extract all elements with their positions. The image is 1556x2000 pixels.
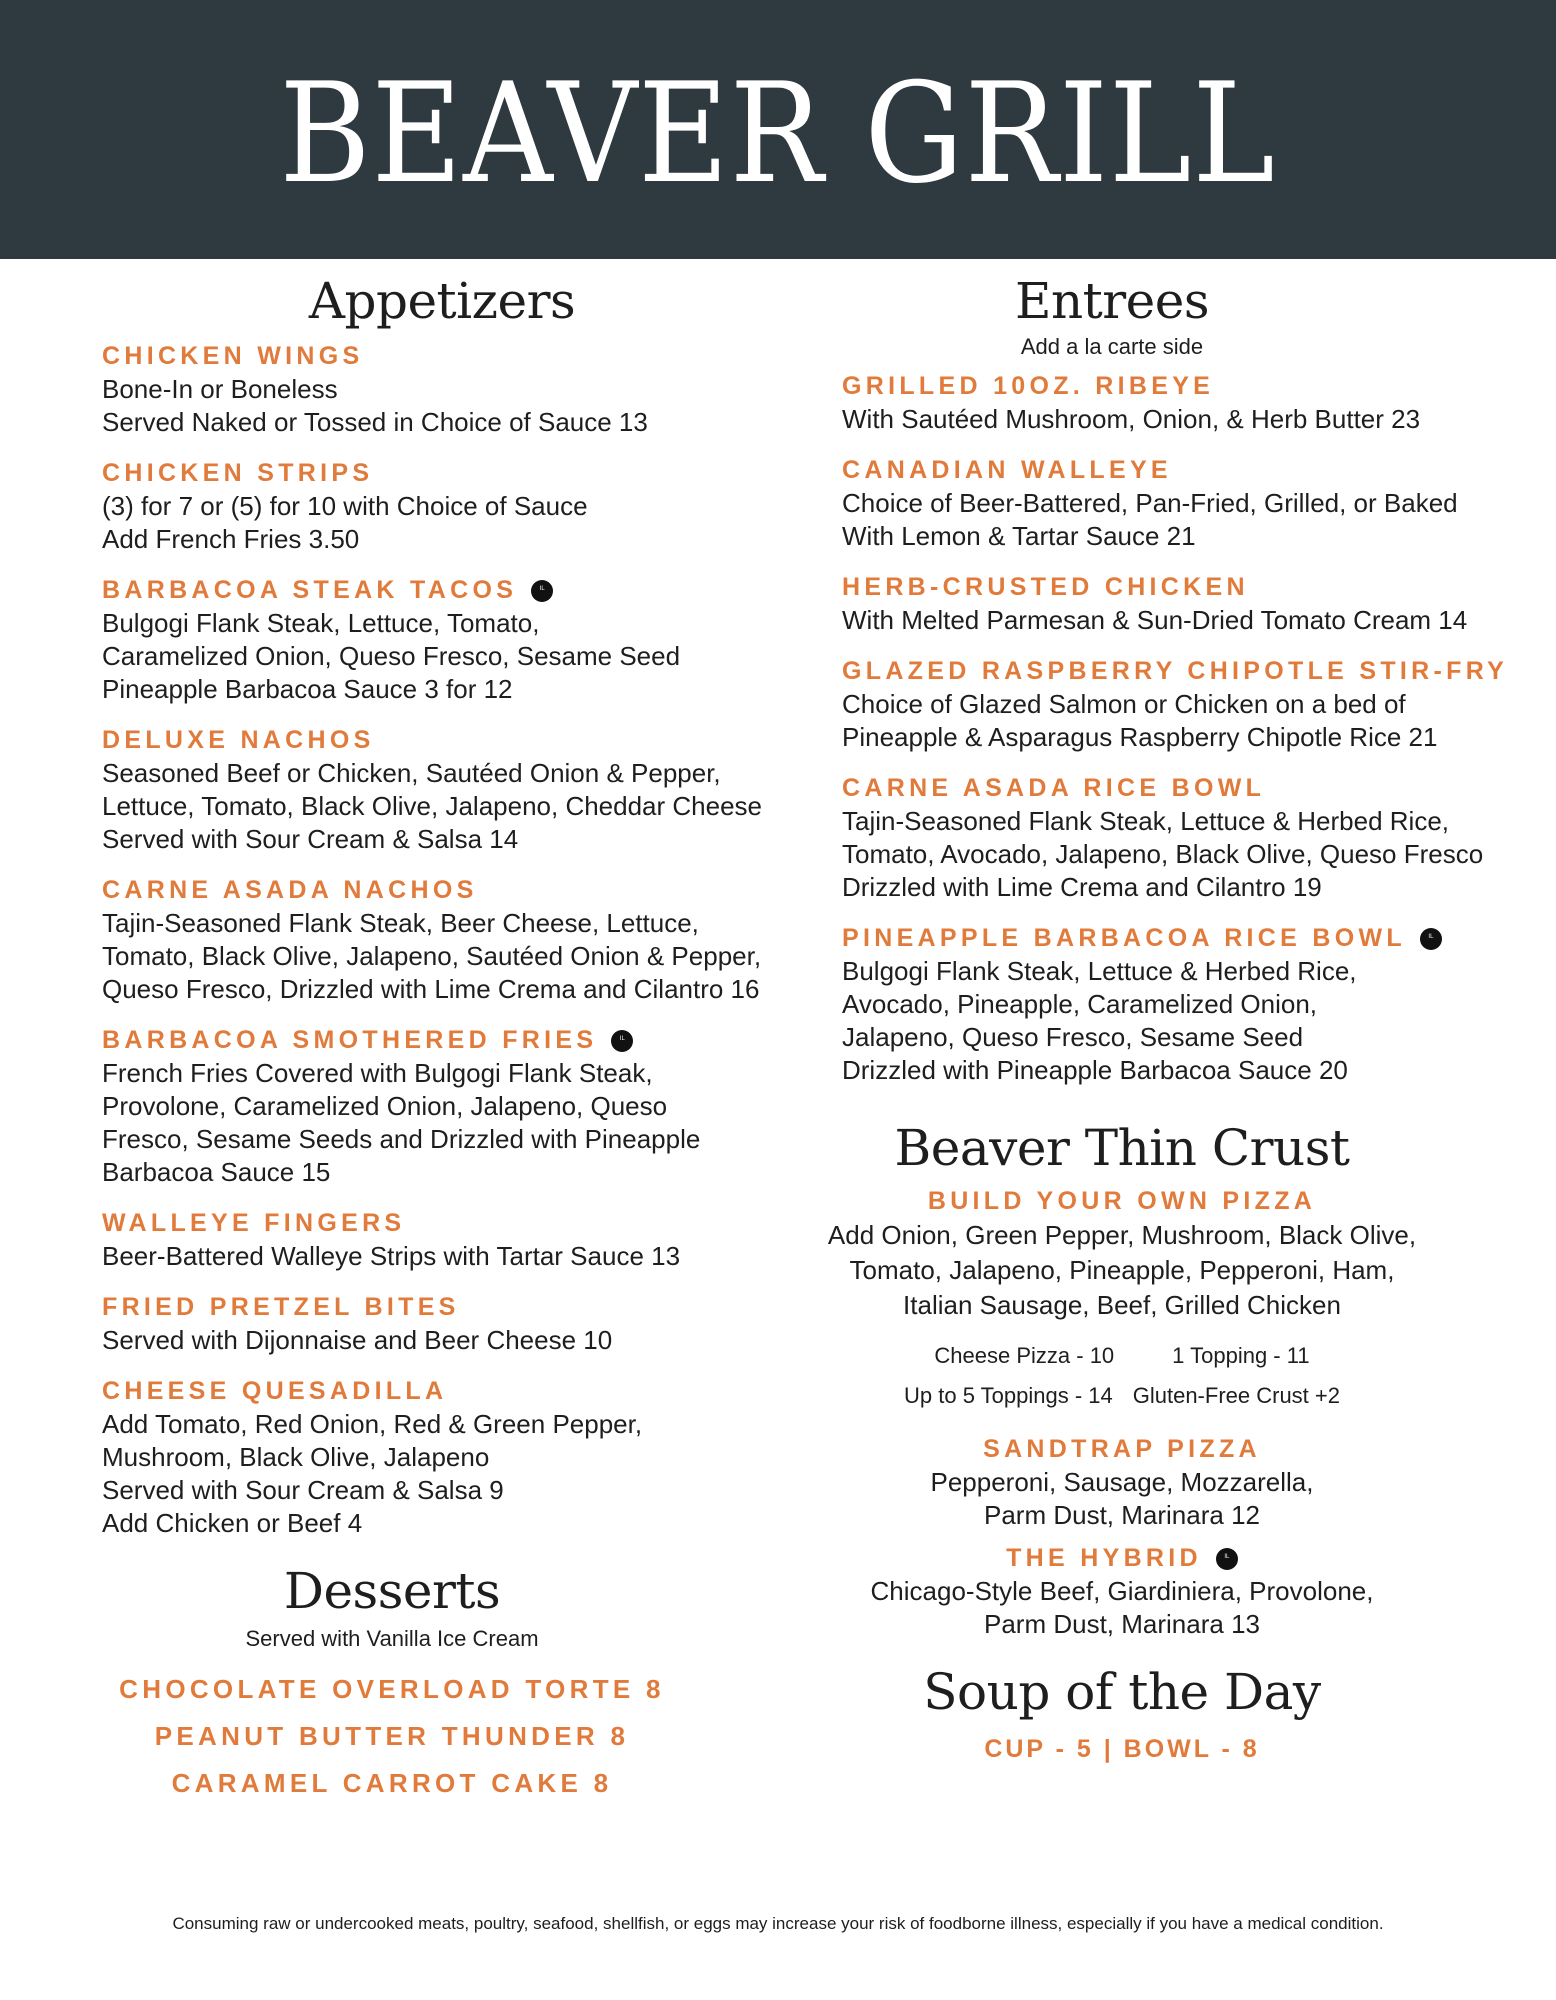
item-description bbox=[102, 1057, 782, 1189]
item-name: CANADIAN WALLEYE bbox=[842, 456, 1172, 484]
desc-line: Bulgogi Flank Steak, Lettuce & Herbed Rice, bbox=[842, 956, 1357, 986]
desc-line: Served with Sour Cream & Salsa 14 bbox=[102, 824, 519, 854]
desc-line: Tajin-Seasoned Flank Steak, Beer Cheese, Lettuce, bbox=[102, 908, 699, 938]
desserts-subtitle: Served with Vanilla Ice Cream bbox=[245, 1626, 539, 1651]
desc-line: Tajin-Seasoned Flank Steak, Lettuce & Herbed Rice, bbox=[842, 806, 1450, 836]
item-description bbox=[842, 805, 1502, 904]
menu-item bbox=[102, 1379, 782, 1540]
menu-item bbox=[102, 878, 782, 1006]
menu-item bbox=[842, 458, 1502, 553]
desc-line: Beer-Battered Walleye Strips with Tartar Sauce 13 bbox=[102, 1241, 681, 1271]
sandtrap-pizza-description bbox=[742, 1466, 1502, 1532]
desc-line: (3) for 7 or (5) for 10 with Choice of Sauce bbox=[102, 491, 588, 521]
desc-line: With Sautéed Mushroom, Onion, & Herb Butter 23 bbox=[842, 404, 1421, 434]
item-name: WALLEYE FINGERS bbox=[102, 1209, 406, 1237]
item-name: GLAZED RASPBERRY CHIPOTLE STIR-FRY bbox=[842, 657, 1509, 685]
desc-line: Tomato, Avocado, Jalapeno, Black Olive, Queso Fresco bbox=[842, 839, 1484, 869]
right-column bbox=[827, 259, 1509, 1763]
item-description bbox=[842, 403, 1502, 436]
desc-line: Parm Dust, Marinara 13 bbox=[984, 1609, 1260, 1639]
desc-line: Add French Fries 3.50 bbox=[102, 524, 360, 554]
food-safety-disclaimer: Consuming raw or undercooked meats, poultry, seafood, shellfish, or eggs may increase your risk of foodborne illness, especially if you have a medical condition. bbox=[172, 1914, 1384, 1933]
dessert-item: PEANUT BUTTER THUNDER 8 bbox=[154, 1721, 630, 1751]
desc-line: Provolone, Caramelized Onion, Jalapeno, Queso bbox=[102, 1091, 668, 1121]
soup-price: CUP - 5 | BOWL - 8 bbox=[984, 1735, 1260, 1763]
item-name: CHICKEN STRIPS bbox=[102, 459, 374, 487]
desc-line: Drizzled with Pineapple Barbacoa Sauce 20 bbox=[842, 1055, 1348, 1085]
desc-line: Served Naked or Tossed in Choice of Sauce 13 bbox=[102, 407, 648, 437]
entrees-title: Entrees bbox=[1014, 272, 1210, 330]
pizza-price-row bbox=[742, 1345, 1502, 1367]
desc-line: Choice of Glazed Salmon or Chicken on a bed of bbox=[842, 689, 1406, 719]
desc-line: Served with Sour Cream & Salsa 9 bbox=[102, 1475, 504, 1505]
menu-item bbox=[102, 1211, 782, 1273]
desc-line: Jalapeno, Queso Fresco, Sesame Seed bbox=[842, 1022, 1304, 1052]
desserts-title: Desserts bbox=[283, 1562, 501, 1620]
price-five-toppings: Up to 5 Toppings - 14 bbox=[904, 1383, 1113, 1408]
local-badge-icon: IL bbox=[531, 580, 553, 602]
desc-line: With Lemon & Tartar Sauce 21 bbox=[842, 521, 1196, 551]
local-badge-icon: IL bbox=[611, 1030, 633, 1052]
item-name: CARNE ASADA RICE BOWL bbox=[842, 774, 1266, 802]
desc-line: Add Chicken or Beef 4 bbox=[102, 1508, 363, 1538]
pizza-title: Beaver Thin Crust bbox=[894, 1119, 1350, 1177]
item-name: DELUXE NACHOS bbox=[102, 726, 375, 754]
menu-item bbox=[842, 926, 1502, 1087]
pizza-price-row bbox=[742, 1385, 1502, 1407]
item-description bbox=[842, 955, 1502, 1087]
desc-line: Bone-In or Boneless bbox=[102, 374, 338, 404]
menu-item bbox=[102, 344, 782, 439]
byo-pizza-description bbox=[742, 1218, 1502, 1323]
item-description bbox=[102, 1240, 782, 1273]
item-name bbox=[842, 926, 1502, 951]
item-description bbox=[102, 490, 782, 556]
item-name: GRILLED 10OZ. RIBEYE bbox=[842, 372, 1215, 400]
item-description bbox=[842, 487, 1502, 553]
item-name-text: PINEAPPLE BARBACOA RICE BOWL bbox=[842, 924, 1406, 952]
desc-line: Lettuce, Tomato, Black Olive, Jalapeno, Cheddar Cheese bbox=[102, 791, 763, 821]
desc-line: Mushroom, Black Olive, Jalapeno bbox=[102, 1442, 490, 1472]
sandtrap-pizza-name: SANDTRAP PIZZA bbox=[983, 1435, 1261, 1463]
appetizers-title: Appetizers bbox=[308, 272, 576, 330]
desc-line: Avocado, Pineapple, Caramelized Onion, bbox=[842, 989, 1318, 1019]
desc-line: Queso Fresco, Drizzled with Lime Crema and Cilantro 16 bbox=[102, 974, 760, 1004]
item-description bbox=[102, 1408, 782, 1540]
entrees-subtitle: Add a la carte side bbox=[1020, 334, 1204, 359]
restaurant-title: BEAVER GRILL bbox=[279, 52, 1277, 214]
desc-line: Fresco, Sesame Seeds and Drizzled with Pineapple bbox=[102, 1124, 701, 1154]
desc-line: Served with Dijonnaise and Beer Cheese 10 bbox=[102, 1325, 613, 1355]
desc-line: Tomato, Jalapeno, Pineapple, Pepperoni, Ham, bbox=[849, 1255, 1395, 1285]
item-name: HERB-CRUSTED CHICKEN bbox=[842, 573, 1249, 601]
item-description bbox=[102, 373, 782, 439]
local-badge-icon: IL bbox=[1420, 928, 1442, 950]
desc-line: With Melted Parmesan & Sun-Dried Tomato Cream 14 bbox=[842, 605, 1468, 635]
desc-line: Barbacoa Sauce 15 bbox=[102, 1157, 331, 1187]
hybrid-pizza-description bbox=[742, 1575, 1502, 1641]
desc-line: Drizzled with Lime Crema and Cilantro 19 bbox=[842, 872, 1322, 902]
desc-line: French Fries Covered with Bulgogi Flank Steak, bbox=[102, 1058, 653, 1088]
item-description bbox=[102, 1324, 782, 1357]
local-badge-icon: IL bbox=[1216, 1548, 1238, 1570]
price-one-topping: 1 Topping - 11 bbox=[1172, 1343, 1310, 1368]
desc-line: Pineapple & Asparagus Raspberry Chipotle Rice 21 bbox=[842, 722, 1438, 752]
item-name bbox=[102, 1028, 782, 1053]
item-description bbox=[102, 907, 782, 1006]
desc-line: Add Onion, Green Pepper, Mushroom, Black Olive, bbox=[827, 1220, 1417, 1250]
menu-item bbox=[842, 374, 1502, 436]
item-description bbox=[102, 607, 782, 706]
item-name-text: THE HYBRID bbox=[1006, 1544, 1202, 1572]
byo-pizza-name: BUILD YOUR OWN PIZZA bbox=[927, 1187, 1317, 1215]
menu-item bbox=[102, 578, 782, 706]
desc-line: Caramelized Onion, Queso Fresco, Sesame Seed bbox=[102, 641, 681, 671]
menu-item bbox=[842, 575, 1502, 637]
desc-line: Add Tomato, Red Onion, Red & Green Pepper, bbox=[102, 1409, 643, 1439]
desc-line: Seasoned Beef or Chicken, Sautéed Onion & Pepper, bbox=[102, 758, 721, 788]
desc-line: Bulgogi Flank Steak, Lettuce, Tomato, bbox=[102, 608, 540, 638]
item-name: CHICKEN WINGS bbox=[102, 342, 364, 370]
desc-line: Tomato, Black Olive, Jalapeno, Sautéed Onion & Pepper, bbox=[102, 941, 762, 971]
menu-item bbox=[842, 776, 1502, 904]
item-name bbox=[102, 578, 782, 603]
dessert-item: CARAMEL CARROT CAKE 8 bbox=[171, 1768, 613, 1798]
item-description bbox=[842, 688, 1502, 754]
menu-item bbox=[102, 728, 782, 856]
desc-line: Italian Sausage, Beef, Grilled Chicken bbox=[903, 1290, 1341, 1320]
dessert-item: CHOCOLATE OVERLOAD TORTE 8 bbox=[119, 1674, 665, 1704]
desc-line: Chicago-Style Beef, Giardiniera, Provolone, bbox=[870, 1576, 1374, 1606]
item-name-text: BARBACOA STEAK TACOS bbox=[102, 576, 518, 604]
item-name: CARNE ASADA NACHOS bbox=[102, 876, 478, 904]
desc-line: Pepperoni, Sausage, Mozzarella, bbox=[930, 1467, 1314, 1497]
item-description bbox=[102, 757, 782, 856]
menu-item bbox=[102, 1028, 782, 1189]
item-description bbox=[842, 604, 1502, 637]
menu-item bbox=[102, 461, 782, 556]
price-gluten-free: Gluten-Free Crust +2 bbox=[1132, 1383, 1340, 1408]
desc-line: Parm Dust, Marinara 12 bbox=[984, 1500, 1260, 1530]
desc-line: Choice of Beer-Battered, Pan-Fried, Grilled, or Baked bbox=[842, 488, 1458, 518]
left-column bbox=[102, 259, 782, 1796]
price-cheese: Cheese Pizza - 10 bbox=[934, 1343, 1115, 1368]
item-name-text: BARBACOA SMOTHERED FRIES bbox=[102, 1026, 598, 1054]
hybrid-pizza-name bbox=[742, 1546, 1502, 1571]
header-bar bbox=[0, 0, 1556, 259]
soup-title: Soup of the Day bbox=[923, 1663, 1321, 1721]
menu-item bbox=[102, 1295, 782, 1357]
menu-item bbox=[842, 657, 1509, 754]
item-name: CHEESE QUESADILLA bbox=[102, 1377, 448, 1405]
item-name: FRIED PRETZEL BITES bbox=[102, 1293, 460, 1321]
desc-line: Pineapple Barbacoa Sauce 3 for 12 bbox=[102, 674, 513, 704]
